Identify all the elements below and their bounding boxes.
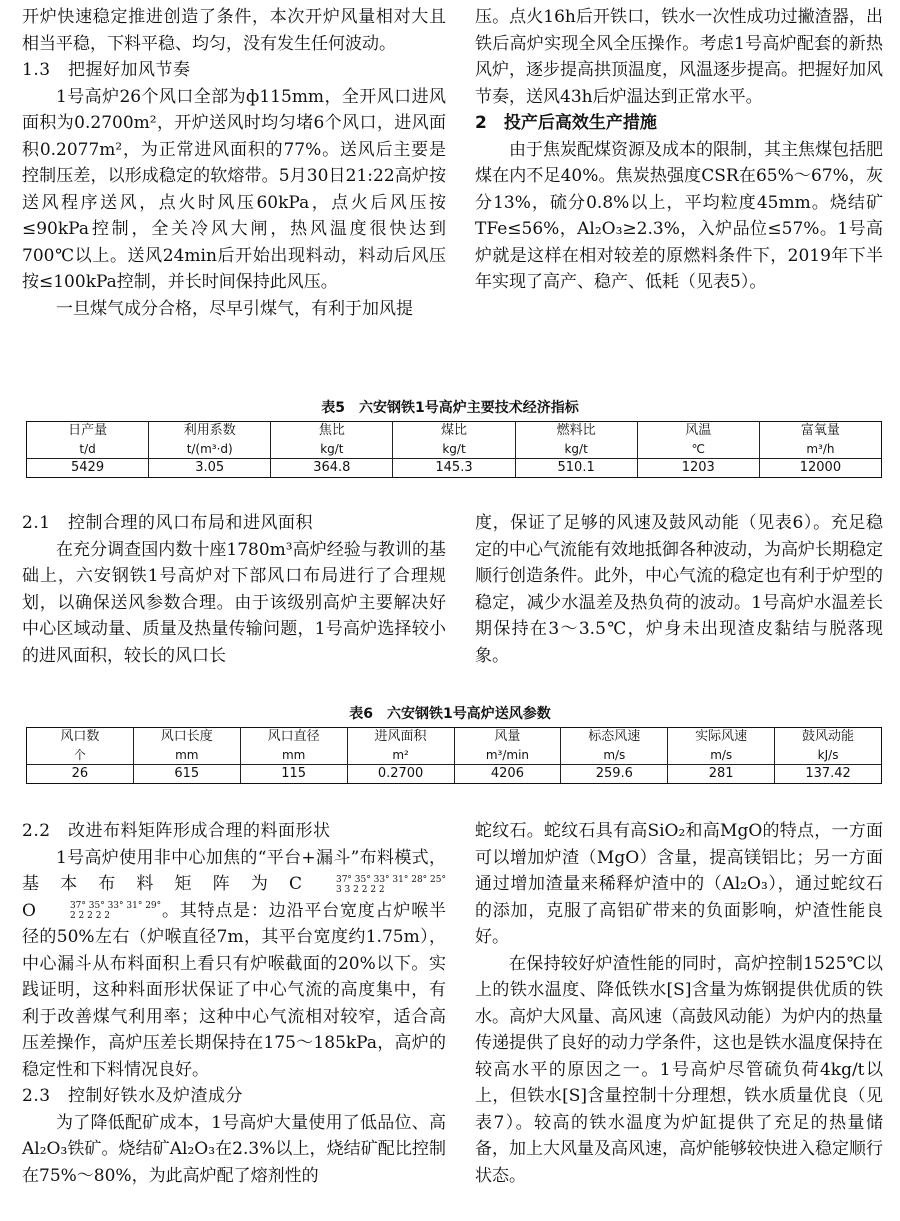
left-column-top: [22, 4, 446, 322]
paragraph: 压。点火16h后开铁口，铁水一次性成功过撇渣器，出铁后高炉实现全风全压操作。考虑1号高炉配套的新热风炉，逐步提高拱顶温度，风温逐步提高。把握好加风节奏，送风43h后炉温达到正常水平。: [475, 7, 883, 107]
table-cell: 3.05: [149, 459, 271, 478]
paragraph: 在保持较好炉渣性能的同时，高炉控制1525℃以上的铁水温度、降低铁水[S]含量为炼钢提供优质的铁水。高炉大风量、高风速（高鼓风动能）为炉内的热量传递提供了良好的动力学条件，这也是铁水温度保持在较高水平的原因之一。1号高炉尽管硫负荷4kg/t以上，但铁水[S]含量控制十分理想，铁水质量优良（见表7）。较高的铁水温度为炉缸提供了充足的热量储备，加上大风量及高风速，高炉能够较快进入稳定顺行状态。: [475, 953, 883, 1186]
matrix-o: [22, 901, 161, 921]
table-cell: 137.42: [775, 765, 882, 784]
paragraph: 一旦煤气成分合格，尽早引煤气，有利于加风提: [56, 298, 413, 319]
table-unit: mm: [133, 746, 240, 765]
paragraph: 1号高炉26个风口全部为ф115mm，全开风口进风面积为0.2700m²，开炉送风时均匀堵6个风口，进风面积0.2077m²，为正常进风面积的77%。送风后主要是控制压差，以形成稳定的软熔带。5月30日21:22高炉按送风程序送风，点火时风压60kPa，点火后风压按≤90kPa控制，全关冷风大闸，热风温度很快达到700℃以上。送风24min后开始出现料动，料动后风压按≤100kPa控制，并长时间保持此风压。: [22, 86, 446, 292]
matrix-c-indices: [302, 875, 446, 895]
matrix-c-symbol: C: [288, 874, 302, 894]
table-5: [26, 421, 882, 478]
paragraph: 为了降低配矿成本，1号高炉大量使用了低品位、高Al₂O₃铁矿。烧结矿Al₂O₃在2.3%以上，烧结矿配比控制在75%～80%，为此高炉配了熔剂性的: [22, 1112, 446, 1186]
table-unit: m/s: [561, 746, 668, 765]
table-cell: 4206: [454, 765, 561, 784]
table-cell: 115: [240, 765, 347, 784]
table-header: 煤比: [393, 422, 515, 441]
right-column-top: [475, 4, 883, 296]
matrix-c-angles: 37° 35° 33° 31° 28° 25°: [335, 874, 446, 885]
table-unit: m/s: [668, 746, 775, 765]
table-unit: kg/t: [515, 440, 637, 459]
table-header: 鼓风动能: [775, 728, 882, 747]
matrix-o-indices: [36, 901, 161, 921]
matrix-c-rings: 3 3 2 2 2 2: [335, 884, 385, 895]
section-heading-2-1: 2.1 控制合理的风口布局和进风面积: [22, 513, 314, 533]
table-header: 燃料比: [515, 422, 637, 441]
paragraph: 开炉快速稳定推进创造了条件，本次开炉风量相对大且相当平稳，下料平稳、均匀，没有发生任何波动。: [22, 7, 446, 54]
table-cell: 0.2700: [347, 765, 454, 784]
table-cell: 1203: [637, 459, 759, 478]
table-header: 风温: [637, 422, 759, 441]
section-heading-2: 2 投产后高效生产措施: [475, 113, 657, 133]
section-heading-2-2: 2.2 改进布料矩阵形成合理的料面形状: [22, 821, 331, 841]
table-5-caption: 表5 六安钢铁1号高炉主要技术经济指标: [321, 400, 579, 416]
table-cell: 5429: [27, 459, 149, 478]
matrix-o-rings: 2 2 2 2 2: [69, 911, 111, 921]
table-cell: 281: [668, 765, 775, 784]
table-header: 风口数: [27, 728, 134, 747]
table-unit: 个: [27, 746, 134, 765]
table-header: 焦比: [271, 422, 393, 441]
table-unit: kJ/s: [775, 746, 882, 765]
matrix-c: [289, 874, 446, 894]
right-column-mid: [475, 510, 883, 669]
section-heading-1-3: 1.3 把握好加风节奏: [22, 60, 191, 80]
left-column-bottom: [22, 818, 446, 1189]
table-unit: m³/min: [454, 746, 561, 765]
table-cell: 145.3: [393, 459, 515, 478]
table-cell: 364.8: [271, 459, 393, 478]
table-unit: kg/t: [271, 440, 393, 459]
paragraph-burden-matrix: [22, 845, 446, 1084]
table-unit: t/d: [27, 440, 149, 459]
paragraph: 在充分调查国内数十座1780m³高炉经验与教训的基础上，六安钢铁1号高炉对下部风口布局进行了合理规划，以确保送风参数合理。由于该级别高炉主要解决好中心区域动量、质量及热量传输问题，1号高炉选择较小的进风面积，较长的风口长: [22, 539, 446, 666]
table-cell: 510.1: [515, 459, 637, 478]
section-heading-2-3: 2.3 控制好铁水及炉渣成分: [22, 1086, 244, 1106]
table-header: 风口直径: [240, 728, 347, 747]
table-unit: ℃: [637, 440, 759, 459]
table-header: 进风面积: [347, 728, 454, 747]
table-unit: kg/t: [393, 440, 515, 459]
table-header: 富氧量: [759, 422, 881, 441]
table-unit: t/(m³·d): [149, 440, 271, 459]
table-header: 标态风速: [561, 728, 668, 747]
paragraph-text: 1号高炉使用非中心加焦的“平台+漏斗”布料模式，基本布料矩阵为: [22, 847, 446, 894]
table-cell: 12000: [759, 459, 881, 478]
table-header: 实际风速: [668, 728, 775, 747]
table-cell: 26: [27, 765, 134, 784]
table-6: [26, 727, 882, 784]
matrix-o-symbol: O: [22, 900, 36, 921]
right-column-bottom: [475, 818, 883, 1189]
table-header: 风量: [454, 728, 561, 747]
table-header: 利用系数: [149, 422, 271, 441]
table-unit: m³/h: [759, 440, 881, 459]
table-cell: 259.6: [561, 765, 668, 784]
paragraph: 由于焦炭配煤资源及成本的限制，其主焦煤包括肥煤在内不足40%。焦炭热强度CSR在65%～67%，灰分13%，硫分0.8%以上，平均粒度45mm。烧结矿TFe≤56%，Al₂O₃≥2.3%，入炉品位≤57%。1号高炉就是这样在相对较差的原燃料条件下，2019年下半年实现了高产、稳产、低耗（见表5）。: [475, 139, 883, 292]
table-header: 日产量: [27, 422, 149, 441]
matrix-o-angles: 37° 35° 33° 31° 29°: [69, 901, 162, 911]
paragraph-text: 。其特点是：边沿平台宽度占炉喉半径的50%左右（炉喉直径7m，其平台宽度约1.75m），中心漏斗从布料面积上看只有炉喉截面的20%以下。实践证明，这种料面形状保证了中心气流的高度集中，有利于改善煤气利用率；这种中心气流相对较窄，适合高压差操作，高炉压差长期保持在175～185kPa，高炉的稳定性和下料情况良好。: [22, 900, 446, 1080]
table-6-caption: 表6 六安钢铁1号高炉送风参数: [349, 706, 551, 722]
table-header: 风口长度: [133, 728, 240, 747]
table-unit: mm: [240, 746, 347, 765]
left-column-mid: [22, 510, 446, 669]
paragraph: 度，保证了足够的风速及鼓风动能（见表6）。充足稳定的中心气流能有效地抵御各种波动，为高炉长期稳定顺行创造条件。此外，中心气流的稳定也有利于炉型的稳定，减少水温差及热负荷的波动。1号高炉水温差长期保持在3～3.5℃，炉身未出现渣皮黏结与脱落现象。: [475, 513, 883, 666]
table-unit: m²: [347, 746, 454, 765]
table-cell: 615: [133, 765, 240, 784]
paragraph: 蛇纹石。蛇纹石具有高SiO₂和高MgO的特点，一方面可以增加炉渣（MgO）含量，提高镁铝比；另一方面通过增加渣量来稀释炉渣中的（Al₂O₃），通过蛇纹石的添加，克服了高铝矿带来的负面影响，炉渣性能良好。: [475, 821, 883, 947]
